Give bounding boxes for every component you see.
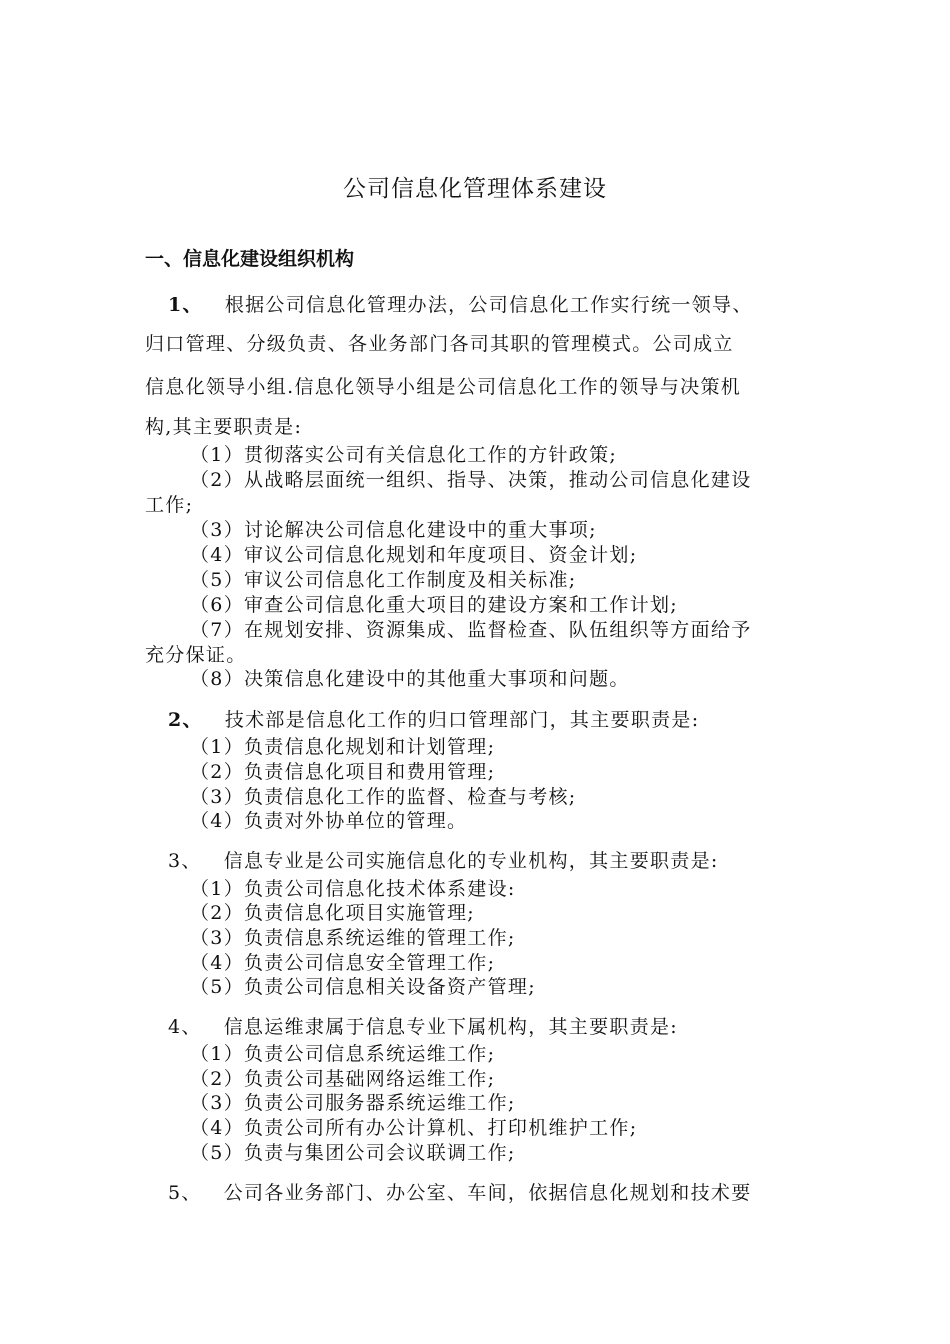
s5-intro: 公司各业务部门、办公室、车间，依据信息化规划和技术要 [223,1182,752,1204]
s1-item-5: （5）审议公司信息化工作制度及相关标准; [190,569,577,591]
s5-intro-line [168,1178,752,1205]
s2-item-1: （1）负责信息化规划和计划管理; [190,736,496,758]
s4-item-4: （4）负责公司所有办公计算机、打印机维护工作; [190,1117,638,1139]
s4-intro-line [168,1012,678,1039]
s2-item-4: （4）负责对外协单位的管理。 [190,810,468,832]
s2-number: 2、 [168,709,203,731]
s3-item-5: （5）负责公司信息相关设备资产管理; [190,976,536,998]
s3-item-2: （2）负责信息化项目实施管理; [190,902,475,924]
s2-item-2: （2）负责信息化项目和费用管理; [190,761,496,783]
s1-item-3: （3）讨论解决公司信息化建设中的重大事项; [190,519,597,541]
s1-text-1: 根据公司信息化管理办法，公司信息化工作实行统一领导、 [224,294,753,316]
s1-line-1 [168,290,753,317]
s1-number: 1、 [168,294,203,316]
s3-intro-line [168,846,719,873]
s1-item-7-cont: 充分保证。 [145,644,247,666]
s4-item-1: （1）负责公司信息系统运维工作; [190,1043,496,1065]
s1-item-4: （4）审议公司信息化规划和年度项目、资金计划; [190,544,638,566]
s1-line-2: 归口管理、分级负责、各业务部门各司其职的管理模式。公司成立 [145,333,734,355]
document-title: 公司信息化管理体系建设 [343,176,607,202]
s1-item-2-cont: 工作; [145,494,194,516]
s3-item-4: （4）负责公司信息安全管理工作; [190,952,496,974]
s1-item-1: （1）贯彻落实公司有关信息化工作的方针政策; [190,444,618,466]
s1-item-2: （2）从战略层面统一组织、指导、决策，推动公司信息化建设 [190,469,752,491]
s4-item-3: （3）负责公司服务器系统运维工作; [190,1092,516,1114]
s2-item-3: （3）负责信息化工作的监督、检查与考核; [190,786,577,808]
s1-item-6: （6）审查公司信息化重大项目的建设方案和工作计划; [190,594,678,616]
s1-item-7: （7）在规划安排、资源集成、监督检查、队伍组织等方面给予 [190,619,752,641]
s3-item-1: （1）负责公司信息化技术体系建设: [190,878,516,900]
s1-item-8: （8）决策信息化建设中的其他重大事项和问题。 [190,668,630,690]
s4-item-5: （5）负责与集团公司会议联调工作; [190,1142,516,1164]
s4-number: 4、 [168,1016,202,1038]
s1-line-3: 信息化领导小组.信息化领导小组是公司信息化工作的领导与决策机 [145,376,742,398]
s5-number: 5、 [168,1182,202,1204]
section-heading: 一、信息化建设组织机构 [145,248,355,270]
s1-line-4: 构,其主要职责是: [145,416,303,438]
s3-intro: 信息专业是公司实施信息化的专业机构，其主要职责是: [223,850,719,872]
s2-intro-line [168,705,699,732]
s3-number: 3、 [168,850,202,872]
s3-item-3: （3）负责信息系统运维的管理工作; [190,927,516,949]
s4-item-2: （2）负责公司基础网络运维工作; [190,1068,496,1090]
s4-intro: 信息运维隶属于信息专业下属机构，其主要职责是: [223,1016,679,1038]
s2-intro: 技术部是信息化工作的归口管理部门，其主要职责是: [224,709,700,731]
